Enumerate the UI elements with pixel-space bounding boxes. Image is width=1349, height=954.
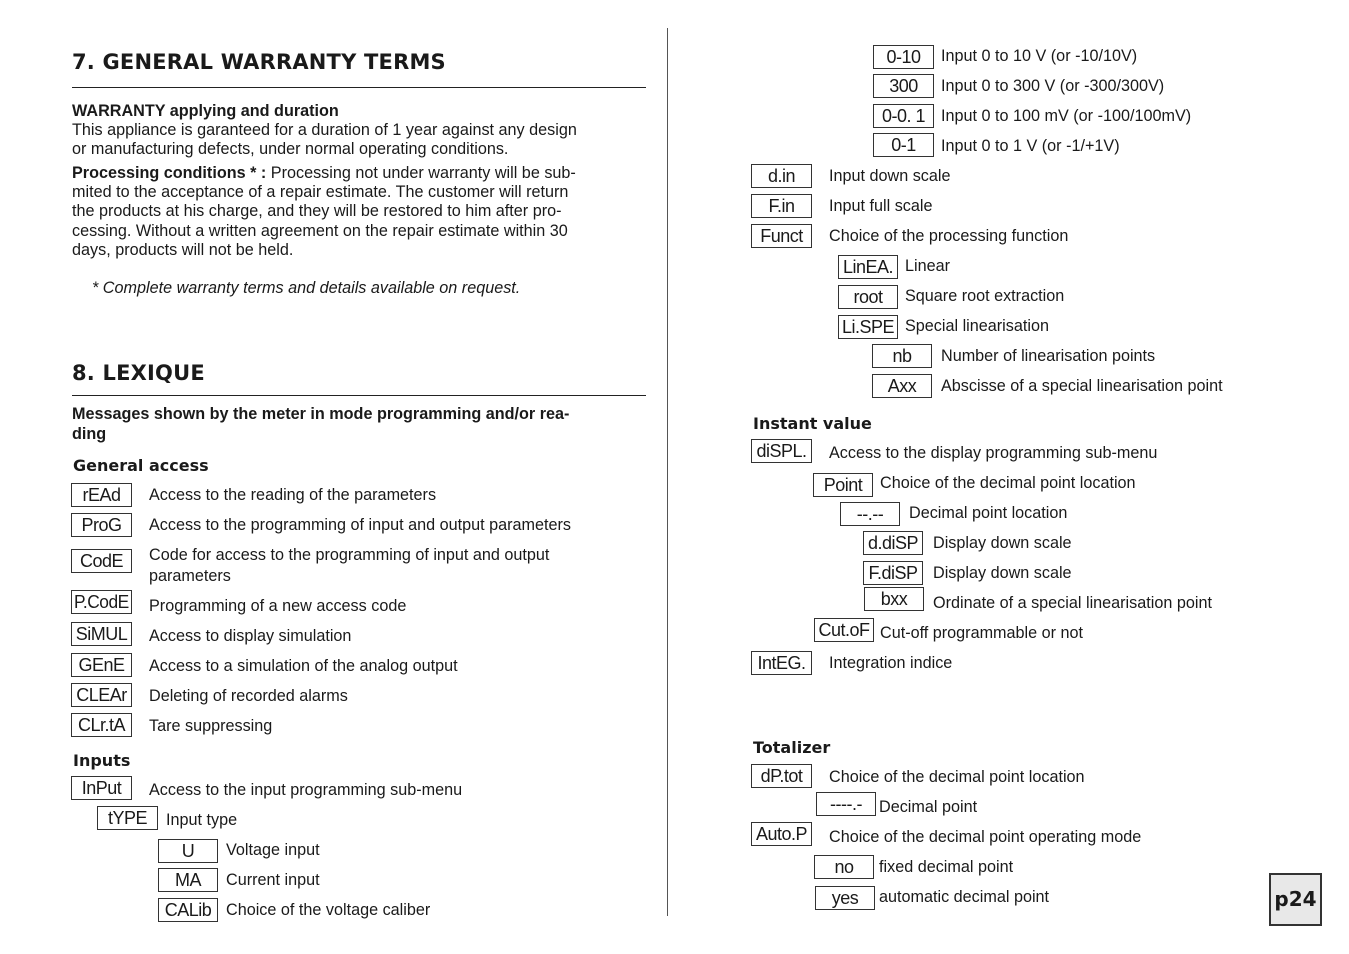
desc-prog: Access to the programming of input and output parameters <box>149 516 572 534</box>
desc-fin: Input full scale <box>829 197 933 215</box>
desc-pcode: Programming of a new access code <box>149 597 407 615</box>
code-pcode: P.CodE <box>71 590 132 614</box>
desc-axx: Abscisse of a special linearisation point <box>941 377 1223 395</box>
code-cutof: Cut.oF <box>814 618 874 642</box>
desc-clear: Deleting of recorded alarms <box>149 687 348 705</box>
section-7-title: 7. GENERAL WARRANTY TERMS <box>72 50 446 74</box>
code-0-0-1: 0-0. 1 <box>873 104 934 128</box>
totalizer-heading: Totalizer <box>753 738 831 757</box>
code-0-1: 0-1 <box>873 133 934 157</box>
code-bxx: bxx <box>864 587 924 611</box>
code-root: root <box>838 285 898 309</box>
desc-300: Input 0 to 300 V (or -300/300V) <box>941 77 1165 95</box>
code-fin: F.in <box>751 194 812 218</box>
desc-no: fixed decimal point <box>879 858 1014 876</box>
code-integ: IntEG. <box>751 651 812 675</box>
warranty-text-line-1: This appliance is garanteed for a duration of 1 year against any design <box>72 121 577 139</box>
lexique-intro-line-2: ding <box>72 425 107 443</box>
desc-funct: Choice of the processing function <box>829 227 1069 245</box>
desc-calib: Choice of the voltage caliber <box>226 901 431 919</box>
instant-value-heading: Instant value <box>753 414 872 433</box>
desc-0-1: Input 0 to 1 V (or -1/+1V) <box>941 137 1120 155</box>
code-0-10: 0-10 <box>873 45 934 69</box>
code-ddisp: d.diSP <box>863 531 923 555</box>
desc-cutof: Cut-off programmable or not <box>880 624 1084 642</box>
desc-decimal-location: Decimal point location <box>909 504 1068 522</box>
code-input: InPut <box>71 776 132 800</box>
desc-ma: Current input <box>226 871 320 889</box>
desc-u: Voltage input <box>226 841 320 859</box>
code-fdisp: F.diSP <box>863 561 923 585</box>
warranty-heading: WARRANTY applying and duration <box>72 102 339 120</box>
desc-read: Access to the reading of the parameters <box>149 486 437 504</box>
code-code: CodE <box>71 549 132 573</box>
desc-fdisp: Display down scale <box>933 564 1072 582</box>
desc-0-0-1: Input 0 to 100 mV (or -100/100mV) <box>941 107 1192 125</box>
section-8-divider <box>72 395 646 396</box>
general-access-heading: General access <box>73 456 209 475</box>
page-number-badge: p24 <box>1269 873 1322 926</box>
desc-ddisp: Display down scale <box>933 534 1072 552</box>
desc-displ: Access to the display programming sub-menu <box>829 444 1158 462</box>
code-prog: ProG <box>71 513 132 537</box>
desc-linea: Linear <box>905 257 950 275</box>
code-funct: Funct <box>751 224 812 248</box>
desc-bxx: Ordinate of a special linearisation point <box>933 594 1212 612</box>
code-simul: SiMUL <box>71 622 132 646</box>
code-gene: GEnE <box>71 653 132 677</box>
warranty-footnote: * Complete warranty terms and details available on request. <box>92 279 521 297</box>
code-point: Point <box>813 473 873 497</box>
code-linea: LinEA. <box>838 255 898 279</box>
code-decimal-location: --.-- <box>840 502 900 526</box>
desc-code-line-2: parameters <box>149 567 231 585</box>
desc-root: Square root extraction <box>905 287 1065 305</box>
code-ma: MA <box>158 868 218 892</box>
processing-label: Processing conditions * : <box>72 164 267 182</box>
desc-autop: Choice of the decimal point operating mode <box>829 828 1142 846</box>
code-no: no <box>814 855 874 879</box>
processing-line-5: days, products will not be held. <box>72 241 294 259</box>
code-autop: Auto.P <box>751 822 812 846</box>
code-clear: CLEAr <box>71 683 132 707</box>
processing-line-1 <box>72 164 576 184</box>
desc-input: Access to the input programming sub-menu <box>149 781 463 799</box>
code-calib: CALib <box>158 898 218 922</box>
code-displ: diSPL. <box>751 439 812 463</box>
code-axx: Axx <box>872 374 932 398</box>
desc-dptot: Choice of the decimal point location <box>829 768 1085 786</box>
column-divider <box>667 28 668 916</box>
section-8-title: 8. LEXIQUE <box>72 361 205 385</box>
desc-clrta: Tare suppressing <box>149 717 273 735</box>
processing-line-3: the products at his charge, and they will be restored to him after pro- <box>72 202 562 220</box>
code-type: tYPE <box>97 806 158 830</box>
code-nb: nb <box>872 344 932 368</box>
warranty-text-line-2: or manufacturing defects, under normal operating conditions. <box>72 140 509 158</box>
code-yes: yes <box>815 886 875 910</box>
desc-lispe: Special linearisation <box>905 317 1049 335</box>
processing-line-2: mited to the acceptance of a repair estimate. The customer will return <box>72 183 569 201</box>
code-decimal-point: ----.- <box>816 792 876 816</box>
inputs-heading: Inputs <box>73 751 131 770</box>
processing-line-4: cessing. Without a written agreement on the repair estimate within 30 <box>72 222 568 240</box>
code-dptot: dP.tot <box>751 764 812 788</box>
processing-text: Processing not under warranty will be sub- <box>266 164 576 182</box>
code-300: 300 <box>873 74 934 98</box>
code-clrta: CLr.tA <box>71 713 132 737</box>
code-u: U <box>158 839 218 863</box>
desc-decimal-point: Decimal point <box>879 798 978 816</box>
desc-integ: Integration indice <box>829 654 953 672</box>
desc-code: Code for access to the programming of input and output <box>149 546 550 564</box>
code-lispe: Li.SPE <box>838 315 898 339</box>
code-read: rEAd <box>71 483 132 507</box>
code-din: d.in <box>751 164 812 188</box>
desc-type: Input type <box>166 811 238 829</box>
desc-point: Choice of the decimal point location <box>880 474 1136 492</box>
desc-gene: Access to a simulation of the analog output <box>149 657 458 675</box>
desc-din: Input down scale <box>829 167 951 185</box>
desc-0-10: Input 0 to 10 V (or -10/10V) <box>941 47 1138 65</box>
section-7-divider <box>72 87 646 88</box>
desc-yes: automatic decimal point <box>879 888 1050 906</box>
desc-nb: Number of linearisation points <box>941 347 1156 365</box>
desc-simul: Access to display simulation <box>149 627 352 645</box>
lexique-intro-line-1: Messages shown by the meter in mode programming and/or rea- <box>72 405 570 423</box>
